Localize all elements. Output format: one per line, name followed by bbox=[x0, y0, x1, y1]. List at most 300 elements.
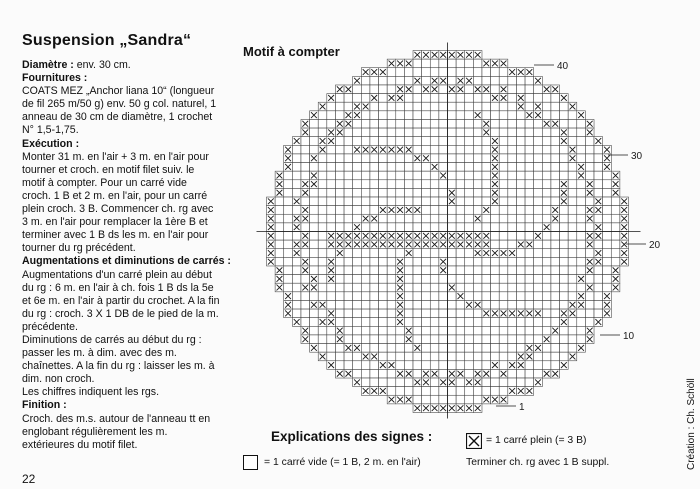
grid-cell bbox=[413, 326, 422, 335]
grid-cell bbox=[335, 257, 344, 266]
grid-cell bbox=[499, 361, 508, 370]
grid-cell bbox=[465, 128, 474, 137]
grid-cell bbox=[404, 171, 413, 180]
grid-cell bbox=[404, 111, 413, 120]
grid-cell bbox=[551, 128, 560, 137]
grid-cell bbox=[353, 335, 362, 344]
grid-cell bbox=[344, 283, 353, 292]
grid-cell bbox=[284, 197, 293, 206]
grid-cell bbox=[465, 94, 474, 103]
grid-cell bbox=[508, 318, 517, 327]
grid-cell bbox=[318, 335, 327, 344]
grid-cell bbox=[516, 145, 525, 154]
grid-cell bbox=[525, 102, 534, 111]
grid-cell bbox=[292, 232, 301, 241]
grid-cell bbox=[422, 300, 431, 309]
grid-cell bbox=[534, 223, 543, 232]
grid-cell bbox=[448, 111, 457, 120]
grid-cell bbox=[396, 188, 405, 197]
grid-cell bbox=[327, 326, 336, 335]
grid-cell bbox=[353, 214, 362, 223]
grid-cell bbox=[310, 309, 319, 318]
grid-cell bbox=[430, 395, 439, 404]
grid-cell bbox=[396, 137, 405, 146]
grid-cell bbox=[482, 257, 491, 266]
grid-cell bbox=[499, 171, 508, 180]
grid-cell bbox=[439, 145, 448, 154]
grid-cell bbox=[473, 266, 482, 275]
grid-cell bbox=[516, 369, 525, 378]
grid-cell bbox=[292, 266, 301, 275]
grid-cell bbox=[310, 335, 319, 344]
grid-cell bbox=[465, 68, 474, 77]
grid-cell bbox=[542, 326, 551, 335]
grid-cell bbox=[482, 318, 491, 327]
grid-cell bbox=[379, 275, 388, 284]
grid-cell bbox=[413, 137, 422, 146]
grid-cell bbox=[491, 352, 500, 361]
diametre-label: Diamètre : bbox=[22, 59, 74, 71]
grid-cell bbox=[292, 171, 301, 180]
grid-cell bbox=[508, 171, 517, 180]
grid-cell bbox=[491, 111, 500, 120]
grid-cell bbox=[361, 137, 370, 146]
grid-cell bbox=[439, 352, 448, 361]
grid-cell bbox=[396, 344, 405, 353]
grid-cell bbox=[404, 361, 413, 370]
grid-cell bbox=[560, 275, 569, 284]
grid-cell bbox=[387, 309, 396, 318]
grid-cell bbox=[327, 300, 336, 309]
grid-cell bbox=[473, 292, 482, 301]
grid-cell bbox=[551, 111, 560, 120]
grid-cell bbox=[456, 283, 465, 292]
grid-cell bbox=[301, 300, 310, 309]
grid-cell bbox=[404, 309, 413, 318]
grid-cell bbox=[301, 318, 310, 327]
grid-cell bbox=[465, 59, 474, 68]
grid-cell bbox=[491, 318, 500, 327]
grid-cell bbox=[422, 111, 431, 120]
grid-cell bbox=[292, 292, 301, 301]
grid-cell bbox=[448, 335, 457, 344]
grid-cell bbox=[560, 145, 569, 154]
grid-cell bbox=[430, 59, 439, 68]
grid-cell bbox=[465, 309, 474, 318]
grid-cell bbox=[542, 309, 551, 318]
grid-cell bbox=[542, 257, 551, 266]
grid-cell bbox=[353, 352, 362, 361]
grid-cell bbox=[361, 326, 370, 335]
grid-cell bbox=[275, 249, 284, 258]
grid-cell bbox=[534, 145, 543, 154]
grid-cell bbox=[577, 137, 586, 146]
grid-cell bbox=[387, 223, 396, 232]
grid-cell bbox=[473, 283, 482, 292]
grid-cell bbox=[387, 318, 396, 327]
grid-cell bbox=[594, 188, 603, 197]
grid-cell bbox=[456, 59, 465, 68]
grid-cell bbox=[499, 378, 508, 387]
grid-cell bbox=[516, 163, 525, 172]
grid-cell bbox=[344, 188, 353, 197]
grid-cell bbox=[413, 300, 422, 309]
grid-cell bbox=[422, 335, 431, 344]
grid-cell bbox=[473, 352, 482, 361]
grid-cell bbox=[499, 326, 508, 335]
grid-cell bbox=[551, 232, 560, 241]
augmentations-line: du rg : 6 m. en l'air à ch. fois 1 B ds la 5e bbox=[22, 281, 214, 294]
grid-cell bbox=[560, 102, 569, 111]
grid-cell bbox=[499, 335, 508, 344]
grid-cell bbox=[542, 111, 551, 120]
grid-cell bbox=[422, 318, 431, 327]
grid-cell bbox=[387, 378, 396, 387]
grid-cell bbox=[439, 309, 448, 318]
grid-cell bbox=[482, 171, 491, 180]
grid-cell bbox=[422, 163, 431, 172]
grid-cell bbox=[318, 188, 327, 197]
grid-cell bbox=[430, 137, 439, 146]
grid-cell bbox=[335, 171, 344, 180]
grid-cell bbox=[465, 249, 474, 258]
grid-cell bbox=[422, 68, 431, 77]
grid-cell bbox=[439, 369, 448, 378]
grid-cell bbox=[301, 275, 310, 284]
grid-cell bbox=[525, 257, 534, 266]
grid-cell bbox=[344, 223, 353, 232]
grid-cell bbox=[465, 387, 474, 396]
grid-cell bbox=[379, 214, 388, 223]
grid-cell bbox=[525, 369, 534, 378]
grid-cell bbox=[568, 214, 577, 223]
grid-cell bbox=[534, 257, 543, 266]
grid-cell bbox=[594, 240, 603, 249]
grid-cell bbox=[379, 128, 388, 137]
grid-cell bbox=[516, 344, 525, 353]
grid-cell bbox=[430, 318, 439, 327]
chart-label: Motif à compter bbox=[243, 44, 340, 59]
execution-line: croch. 1 B et 2 m. en l'air, pour un carré bbox=[22, 189, 208, 202]
grid-cell bbox=[499, 154, 508, 163]
grid-cell bbox=[439, 318, 448, 327]
grid-cell bbox=[542, 197, 551, 206]
grid-cell bbox=[284, 266, 293, 275]
grid-cell bbox=[508, 326, 517, 335]
grid-cell bbox=[387, 137, 396, 146]
grid-cell bbox=[482, 378, 491, 387]
grid-cell bbox=[292, 300, 301, 309]
grid-cell bbox=[404, 318, 413, 327]
grid-cell bbox=[361, 171, 370, 180]
grid-cell bbox=[542, 214, 551, 223]
grid-cell bbox=[508, 232, 517, 241]
grid-cell bbox=[430, 171, 439, 180]
grid-cell bbox=[275, 223, 284, 232]
grid-cell bbox=[301, 197, 310, 206]
grid-cell bbox=[551, 137, 560, 146]
grid-cell bbox=[560, 163, 569, 172]
grid-cell bbox=[379, 292, 388, 301]
grid-cell bbox=[353, 249, 362, 258]
grid-cell bbox=[404, 344, 413, 353]
grid-cell bbox=[534, 326, 543, 335]
grid-cell bbox=[422, 206, 431, 215]
grid-cell bbox=[361, 111, 370, 120]
grid-cell bbox=[396, 361, 405, 370]
grid-cell bbox=[275, 206, 284, 215]
grid-cell bbox=[448, 154, 457, 163]
grid-cell bbox=[577, 232, 586, 241]
grid-cell bbox=[318, 292, 327, 301]
grid-cell bbox=[430, 145, 439, 154]
grid-cell bbox=[473, 94, 482, 103]
grid-cell bbox=[396, 326, 405, 335]
grid-cell bbox=[482, 145, 491, 154]
grid-cell bbox=[534, 249, 543, 258]
grid-cell bbox=[491, 85, 500, 94]
grid-cell bbox=[465, 257, 474, 266]
grid-cell bbox=[275, 240, 284, 249]
grid-cell bbox=[344, 318, 353, 327]
grid-cell bbox=[456, 300, 465, 309]
grid-cell bbox=[560, 240, 569, 249]
grid-cell bbox=[568, 266, 577, 275]
grid-cell bbox=[310, 318, 319, 327]
grid-cell bbox=[611, 240, 620, 249]
grid-cell bbox=[361, 119, 370, 128]
grid-cell bbox=[577, 249, 586, 258]
grid-cell bbox=[585, 309, 594, 318]
grid-cell bbox=[482, 137, 491, 146]
grid-cell bbox=[525, 171, 534, 180]
grid-cell bbox=[413, 292, 422, 301]
grid-cell bbox=[396, 128, 405, 137]
grid-cell bbox=[542, 128, 551, 137]
grid-cell bbox=[448, 257, 457, 266]
grid-cell bbox=[534, 361, 543, 370]
grid-cell bbox=[525, 318, 534, 327]
grid-cell bbox=[361, 344, 370, 353]
grid-cell bbox=[422, 145, 431, 154]
grid-cell bbox=[525, 163, 534, 172]
grid-cell bbox=[542, 283, 551, 292]
grid-cell bbox=[301, 145, 310, 154]
grid-cell bbox=[310, 206, 319, 215]
grid-cell bbox=[603, 171, 612, 180]
grid-cell bbox=[499, 266, 508, 275]
legend-note: Terminer ch. rg avec 1 B suppl. bbox=[466, 457, 610, 468]
grid-cell bbox=[361, 206, 370, 215]
grid-cell bbox=[396, 163, 405, 172]
grid-cell bbox=[448, 309, 457, 318]
grid-cell bbox=[396, 335, 405, 344]
grid-cell bbox=[335, 188, 344, 197]
grid-cell bbox=[465, 188, 474, 197]
grid-cell bbox=[387, 326, 396, 335]
grid-cell bbox=[353, 275, 362, 284]
grid-cell bbox=[516, 257, 525, 266]
grid-cell bbox=[465, 283, 474, 292]
grid-cell bbox=[310, 257, 319, 266]
grid-cell bbox=[310, 119, 319, 128]
grid-cell bbox=[353, 318, 362, 327]
grid-cell bbox=[318, 283, 327, 292]
grid-cell bbox=[379, 309, 388, 318]
grid-cell bbox=[448, 94, 457, 103]
grid-cell bbox=[301, 249, 310, 258]
grid-cell bbox=[387, 283, 396, 292]
grid-cell bbox=[577, 119, 586, 128]
grid-cell bbox=[422, 361, 431, 370]
grid-cell bbox=[387, 249, 396, 258]
grid-cell bbox=[499, 387, 508, 396]
grid-cell bbox=[534, 119, 543, 128]
grid-cell bbox=[404, 378, 413, 387]
grid-cell bbox=[525, 94, 534, 103]
grid-cell bbox=[370, 137, 379, 146]
grid-cell bbox=[310, 188, 319, 197]
grid-cell bbox=[508, 369, 517, 378]
grid-cell bbox=[335, 214, 344, 223]
fournitures-heading: Fournitures : bbox=[22, 72, 88, 85]
grid-cell bbox=[413, 223, 422, 232]
grid-cell bbox=[292, 275, 301, 284]
grid-cell bbox=[473, 163, 482, 172]
grid-cell bbox=[551, 154, 560, 163]
grid-cell bbox=[568, 197, 577, 206]
grid-cell bbox=[482, 188, 491, 197]
finition-line: extérieures du motif filet. bbox=[22, 438, 138, 451]
grid-cell bbox=[379, 369, 388, 378]
grid-cell bbox=[594, 214, 603, 223]
grid-cell bbox=[370, 335, 379, 344]
grid-cell bbox=[379, 94, 388, 103]
grid-cell bbox=[508, 145, 517, 154]
grid-cell bbox=[465, 292, 474, 301]
grid-cell bbox=[292, 163, 301, 172]
grid-cell bbox=[542, 240, 551, 249]
grid-cell bbox=[422, 188, 431, 197]
grid-cell bbox=[284, 180, 293, 189]
grid-cell bbox=[611, 232, 620, 241]
diametre-value: env. 30 cm. bbox=[76, 59, 131, 71]
grid-cell bbox=[379, 352, 388, 361]
grid-cell bbox=[525, 76, 534, 85]
grid-cell bbox=[413, 180, 422, 189]
grid-cell bbox=[370, 283, 379, 292]
grid-cell bbox=[594, 309, 603, 318]
grid-cell bbox=[284, 214, 293, 223]
grid-cell bbox=[525, 378, 534, 387]
grid-cell bbox=[525, 326, 534, 335]
grid-cell bbox=[335, 283, 344, 292]
grid-cell bbox=[516, 197, 525, 206]
grid-cell bbox=[473, 257, 482, 266]
grid-cell bbox=[430, 292, 439, 301]
grid-cell bbox=[404, 76, 413, 85]
grid-cell bbox=[508, 223, 517, 232]
grid-cell bbox=[499, 119, 508, 128]
grid-cell bbox=[344, 214, 353, 223]
grid-cell bbox=[482, 266, 491, 275]
grid-cell bbox=[370, 266, 379, 275]
grid-cell bbox=[491, 344, 500, 353]
grid-cell bbox=[439, 335, 448, 344]
grid-cell bbox=[335, 137, 344, 146]
grid-cell bbox=[491, 300, 500, 309]
grid-cell bbox=[508, 214, 517, 223]
grid-cell bbox=[379, 257, 388, 266]
grid-cell bbox=[439, 119, 448, 128]
grid-cell bbox=[473, 395, 482, 404]
grid-cell bbox=[456, 145, 465, 154]
diminutions-line: passer les m. à dim. avec des m. bbox=[22, 347, 177, 360]
grid-cell bbox=[525, 275, 534, 284]
grid-cell bbox=[611, 214, 620, 223]
grid-cell bbox=[275, 257, 284, 266]
grid-cell bbox=[379, 180, 388, 189]
grid-cell bbox=[361, 378, 370, 387]
grid-cell bbox=[568, 240, 577, 249]
grid-cell bbox=[404, 300, 413, 309]
grid-cell bbox=[611, 223, 620, 232]
grid-cell bbox=[611, 249, 620, 258]
grid-cell bbox=[542, 300, 551, 309]
grid-cell bbox=[465, 361, 474, 370]
diminutions-line: Diminutions de carrés au début du rg : bbox=[22, 333, 202, 346]
grid-cell bbox=[448, 223, 457, 232]
grid-cell bbox=[542, 318, 551, 327]
grid-cell bbox=[439, 214, 448, 223]
grid-cell bbox=[292, 283, 301, 292]
grid-cell bbox=[396, 387, 405, 396]
grid-cell bbox=[448, 326, 457, 335]
grid-cell bbox=[430, 102, 439, 111]
grid-cell bbox=[525, 214, 534, 223]
grid-cell bbox=[379, 223, 388, 232]
grid-cell bbox=[370, 102, 379, 111]
grid-cell bbox=[456, 309, 465, 318]
grid-cell bbox=[465, 171, 474, 180]
grid-cell bbox=[422, 352, 431, 361]
grid-cell bbox=[396, 197, 405, 206]
grid-cell bbox=[353, 369, 362, 378]
grid-cell bbox=[379, 111, 388, 120]
grid-cell bbox=[525, 361, 534, 370]
grid-cell bbox=[499, 188, 508, 197]
grid-cell bbox=[370, 318, 379, 327]
grid-cell bbox=[499, 352, 508, 361]
grid-cell bbox=[499, 214, 508, 223]
grid-cell bbox=[275, 232, 284, 241]
grid-cell bbox=[525, 154, 534, 163]
grid-cell bbox=[448, 128, 457, 137]
grid-cell bbox=[551, 163, 560, 172]
grid-cell bbox=[430, 387, 439, 396]
grid-cell bbox=[327, 223, 336, 232]
grid-cell bbox=[422, 197, 431, 206]
grid-cell bbox=[482, 292, 491, 301]
grid-cell bbox=[448, 275, 457, 284]
grid-cell bbox=[379, 197, 388, 206]
grid-cell bbox=[439, 59, 448, 68]
grid-cell bbox=[491, 257, 500, 266]
grid-cell bbox=[594, 163, 603, 172]
grid-cell bbox=[448, 395, 457, 404]
grid-cell bbox=[396, 180, 405, 189]
grid-cell bbox=[456, 395, 465, 404]
